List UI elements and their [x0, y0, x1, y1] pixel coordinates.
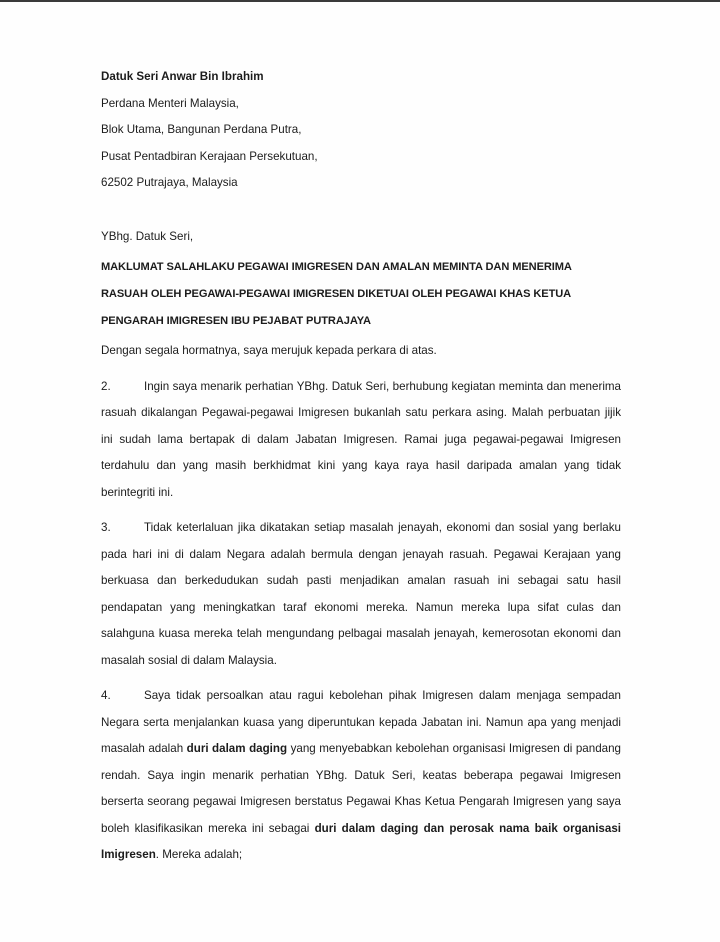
- address-line: Blok Utama, Bangunan Perdana Putra,: [101, 123, 302, 136]
- emphasis-text: duri dalam daging dan perosak nama baik organisasi Imigresen: [101, 821, 621, 862]
- paragraph-2: [101, 374, 621, 507]
- paragraph-3: [101, 515, 621, 674]
- emphasis-text: duri dalam daging: [186, 742, 288, 756]
- paragraph-number: 2.: [101, 379, 111, 393]
- recipient-address: [101, 64, 621, 197]
- paragraph-text: Saya tidak persoalkan atau ragui kebolehan pihak Imigresen dalam menjaga sempadan Negara serta menjalankan kuasa yang diperuntukan kepada Jabatan ini. Namun apa yang menjadi masalah adalah: [101, 689, 621, 756]
- paragraph-text: . Mereka adalah;: [155, 848, 243, 862]
- letter-page: [101, 64, 621, 869]
- paragraph-number: 3.: [101, 521, 111, 535]
- recipient-title: Perdana Menteri Malaysia,: [101, 96, 239, 110]
- address-line: 62502 Putrajaya, Malaysia: [101, 176, 238, 189]
- paragraph-text: Tidak keterlaluan jika dikatakan setiap masalah jenayah, ekonomi dan sosial yang berlaku pada hari ini di dalam Negara adalah bermula dengan jenayah rasuah. Pegawai Kerajaan yang berkuasa dan berkedudukan sudah pasti menjadikan amalan rasuah ini sebagai satu hasil pendapatan yang meningkatkan taraf ekonomi mereka. Namun mereka lupa sifat culas dan salahguna kuasa mereka telah mengundang pelbagai masalah jenayah, kemerosotan ekonomi dan masalah sosial di dalam Malaysia.: [101, 521, 621, 667]
- paragraph-text: yang menyebabkan kebolehan organisasi Imigresen di pandang rendah. Saya ingin menarik perhatian YBhg. Datuk Seri, keatas beberapa pegawai Imigresen berserta seorang pegawai Imigresen berstatus Pegawai Khas Ketua Pengarah Imigresen yang saya boleh klasifikasikan mereka ini sebagai: [101, 742, 621, 835]
- subject-heading: MAKLUMAT SALAHLAKU PEGAWAI IMIGRESEN DAN AMALAN MEMINTA DAN MENERIMA RASUAH OLEH PEGAWAI-PEGAWAI IMIGRESEN DIKETUAI OLEH PEGAWAI KHAS KETUA PENGARAH IMIGRESEN IBU PEJABAT PUTRAJAYA: [101, 261, 572, 327]
- paragraph-text: Ingin saya menarik perhatian YBhg. Datuk Seri, berhubung kegiatan meminta dan menerima rasuah dikalangan Pegawai-pegawai Imigresen bukanlah satu perkara asing. Malah perbuatan jijik ini sudah lama bertapak di dalam Jabatan Imigresen. Ramai juga pegawai-pegawai Imigresen terdahulu dan yang masih berkhidmat kini yang kaya raya hasil daripada amalan yang tidak berintegriti ini.: [101, 379, 621, 499]
- top-border: [0, 0, 720, 2]
- salutation: YBhg. Datuk Seri,: [101, 229, 194, 243]
- paragraph-number: 4.: [101, 689, 111, 703]
- intro-paragraph: Dengan segala hormatnya, saya merujuk kepada perkara di atas.: [101, 344, 437, 358]
- recipient-name: Datuk Seri Anwar Bin Ibrahim: [101, 70, 264, 83]
- paragraph-4: [101, 683, 621, 869]
- address-line: Pusat Pentadbiran Kerajaan Persekutuan,: [101, 149, 318, 163]
